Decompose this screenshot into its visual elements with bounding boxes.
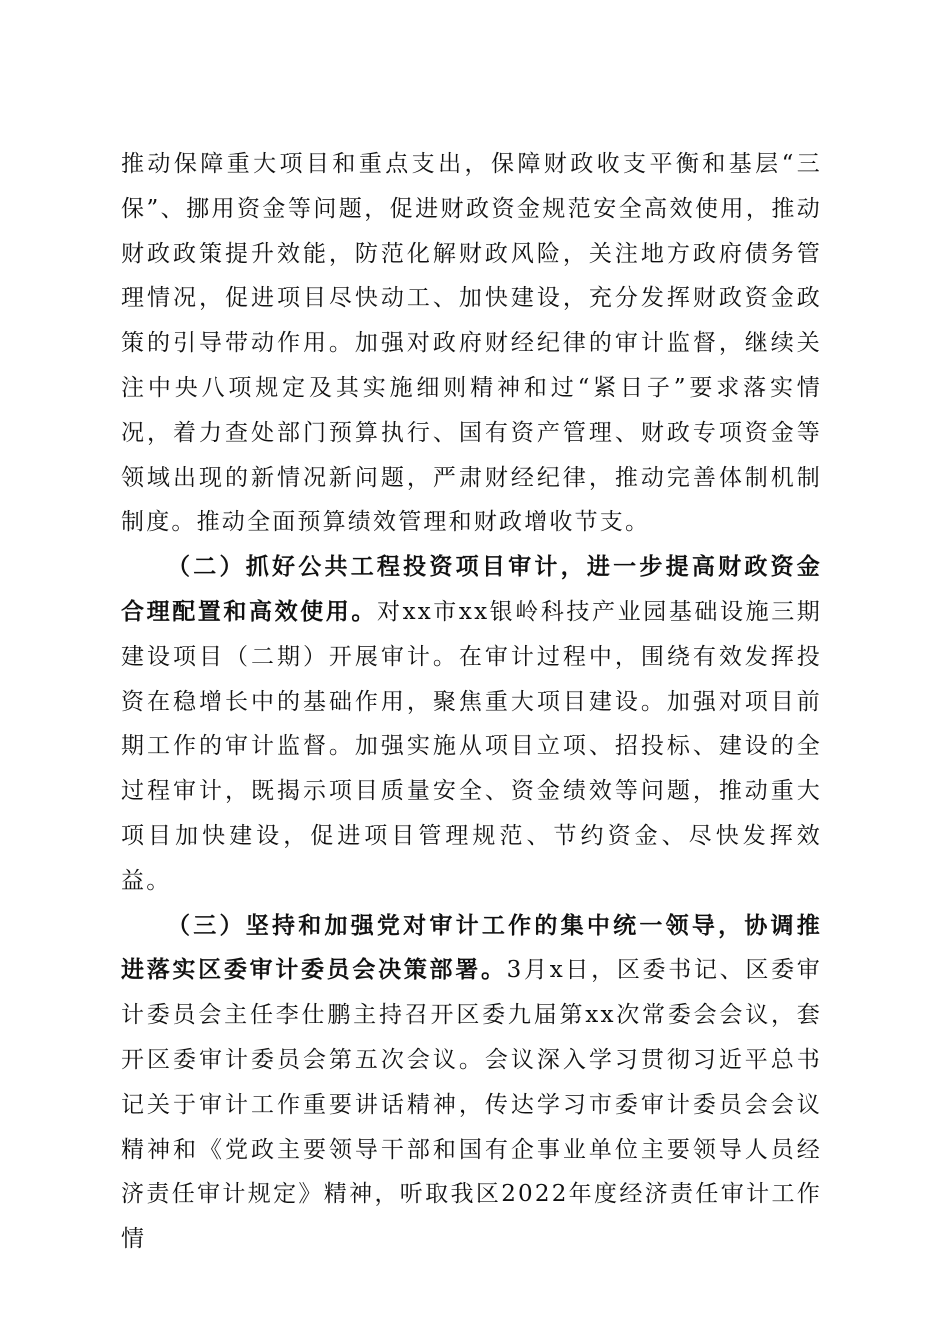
paragraph-1 — [121, 142, 822, 545]
paragraph-3-body: 3月x日，区委书记、区委审计委员会主任李仕鹏主持召开区委九届第xx次常委会会议，套开区委审计委员会第五次会议。会议深入学习贯彻习近平总书记关于审计工作重要讲话精神，传达学习市委审计委员会会议精神和《党政主要领导干部和国有企事业单位主要领导人员经济责任审计规定》精神，听取我区2022年度经济责任审计工作情 — [121, 957, 822, 1253]
paragraph-2-heading: （二）抓好公共工程投资项目审计，进一步提高财政资金合理配置和高效使用。 — [121, 553, 822, 625]
paragraph-3 — [121, 904, 822, 1262]
paragraph-3-heading: （三）坚持和加强党对审计工作的集中统一领导，协调推进落实区委审计委员会决策部署。 — [121, 911, 822, 984]
paragraph-1-body: 推动保障重大项目和重点支出，保障财政收支平衡和基层“三保”、挪用资金等问题，促进财政资金规范安全高效使用，推动财政政策提升效能，防范化解财政风险，关注地方政府债务管理情况，促进项目尽快动工、加快建设，充分发挥财政资金政策的引导带动作用。加强对政府财经纪律的审计监督，继续关注中央八项规定及其实施细则精神和过“紧日子”要求落实情况，着力查处部门预算执行、国有资产管理、财政专项资金等领域出现的新情况新问题，严肃财经纪律，推动完善体制机制制度。推动全面预算绩效管理和财政增收节支。 — [121, 151, 822, 536]
paragraph-2-body: 对xx市xx银岭科技产业园基础设施三期建设项目（二期）开展审计。在审计过程中，围绕有效发挥投资在稳增长中的基础作用，聚焦重大项目建设。加强对项目前期工作的审计监督。加强实施从项目立项、招投标、建设的全过程审计，既揭示项目质量安全、资金绩效等问题，推动重大项目加快建设，促进项目管理规范、节约资金、尽快发挥效益。 — [121, 598, 822, 894]
paragraph-2 — [121, 545, 822, 903]
